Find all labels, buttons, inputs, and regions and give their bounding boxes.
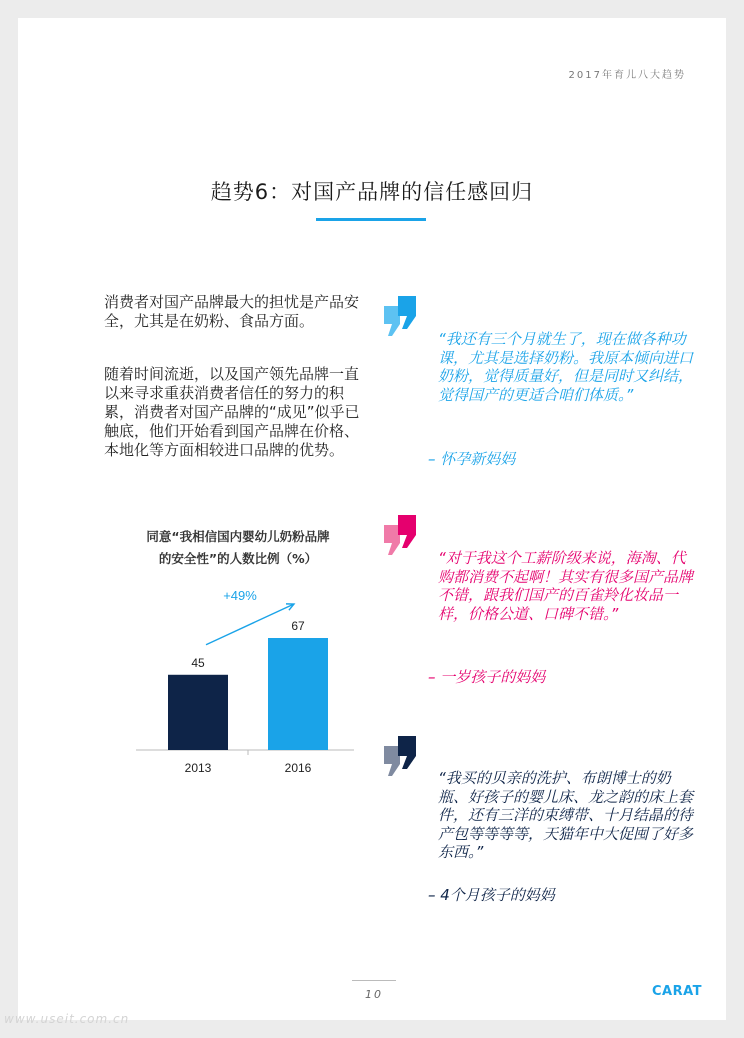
page-title: 趋势6：对国产品牌的信任感回归 — [210, 180, 534, 204]
watermark: www.useit.com.cn — [4, 1012, 130, 1026]
footer-divider — [352, 980, 396, 981]
quote-2-attribution: – 一岁孩子的妈妈 — [428, 668, 546, 686]
bar-2016 — [268, 638, 328, 750]
quote-3-attribution: – 4个月孩子的妈妈 — [428, 886, 555, 904]
tick-label-2013: 2013 — [184, 761, 212, 775]
chart-title — [118, 526, 358, 570]
quote-3-text: “我买的贝亲的洗护、布朗博士的奶瓶、好孩子的婴儿床、龙之韵的床上套件，还有三洋的束缚带、十月结晶的待产包等等等等，天猫年中大促囤了好多东西。” — [438, 769, 694, 861]
chart-title-line-1: 同意“我相信国内婴幼儿奶粉品牌 — [146, 529, 330, 544]
tick-label-2016: 2016 — [284, 761, 312, 775]
quote-1-attribution: – 怀孕新妈妈 — [428, 450, 516, 468]
chart-title-line-2: 的安全性”的人数比例（%） — [158, 551, 318, 566]
quote-2-text: “对于我这个工薪阶级来说，海淘、代购都消费不起啊！其实有很多国产品牌不错，跟我们国产的百雀羚化妆品一样，价格公道、口碑不错。” — [438, 549, 694, 623]
brand-logo: CARAT — [651, 984, 702, 999]
data-label-2013: 45 — [191, 655, 205, 670]
bar-2013 — [168, 675, 228, 750]
page-number: 10 — [365, 988, 383, 1001]
body-paragraph-1: 消费者对国产品牌最大的担忧是产品安全，尤其是在奶粉、食品方面。 — [104, 293, 360, 330]
quote-mark-icon — [384, 736, 426, 780]
body-paragraph-2: 随着时间流逝，以及国产领先品牌一直以来寻求重获消费者信任的努力的积累，消费者对国产品牌的“成见”似乎已触底，他们开始看到国产品牌在价格、本地化等方面相较进口品牌的优势。 — [104, 365, 360, 459]
report-label: 2017年育儿八大趋势 — [568, 70, 686, 81]
growth-annotation: +49% — [223, 588, 257, 603]
title-underline — [316, 218, 426, 221]
data-label-2016: 67 — [291, 619, 305, 633]
quote-mark-icon — [384, 515, 426, 559]
report-page — [18, 18, 726, 1020]
quote-mark-icon — [384, 296, 426, 340]
bar-chart — [118, 588, 358, 788]
quote-1-text: “我还有三个月就生了，现在做各种功课，尤其是选择奶粉。我原本倾向进口奶粉，觉得质量好，但是同时又纠结，觉得国产的更适合咱们体质。” — [438, 330, 694, 404]
